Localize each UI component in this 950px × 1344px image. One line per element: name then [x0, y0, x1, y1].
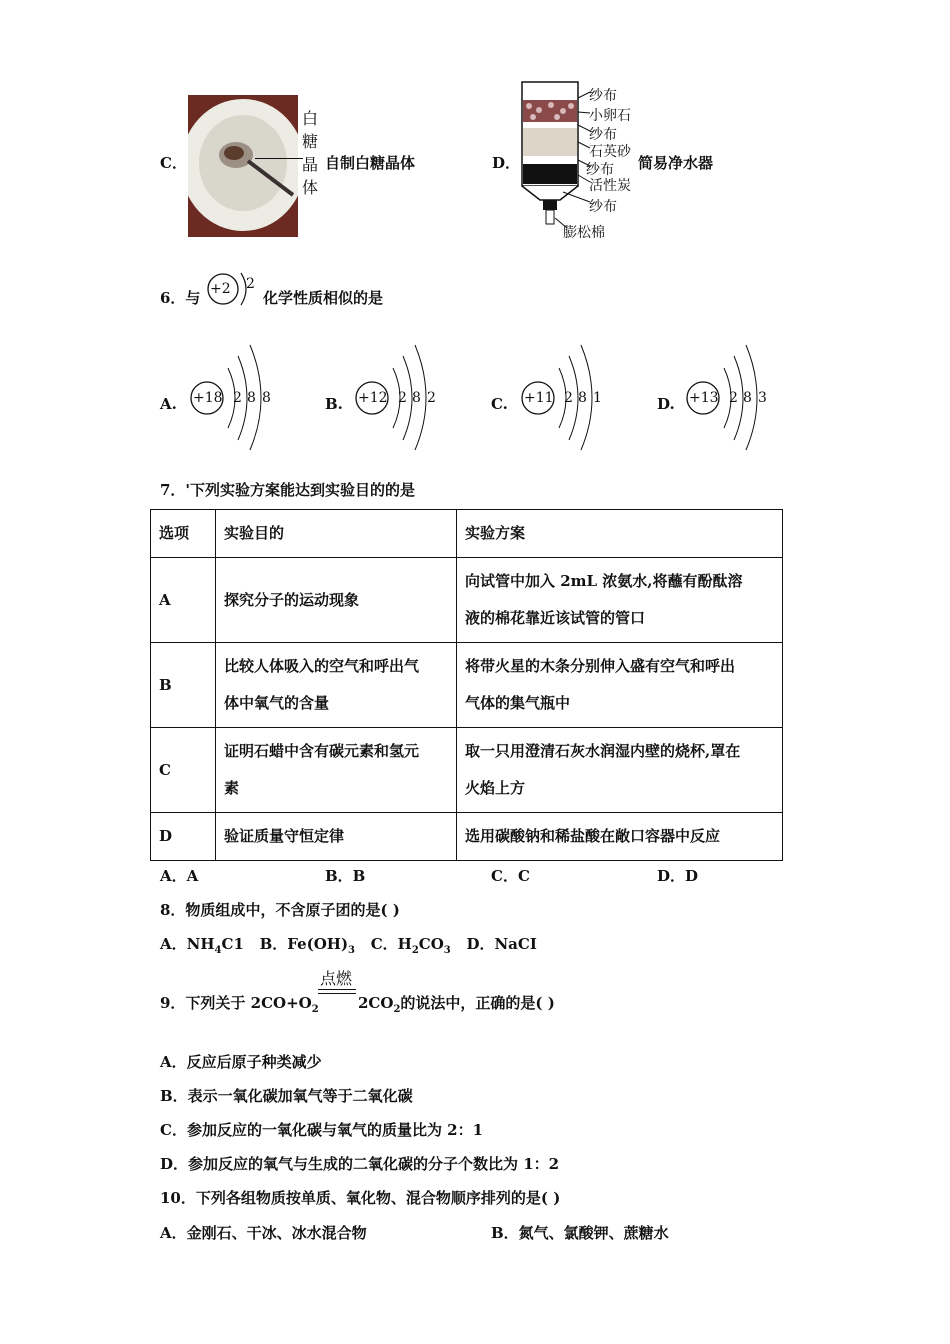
label-char: 体 — [302, 178, 319, 197]
subscript: 2 — [393, 1004, 401, 1015]
table-cell-option: D — [151, 813, 216, 861]
electron-count: 2 — [564, 390, 573, 406]
filter-label: 纱布 — [589, 88, 617, 104]
q10-stem: 10．下列各组物质按单质、氧化物、混合物顺序排列的是( ) — [160, 1189, 561, 1207]
table-header-cell: 实验目的 — [216, 510, 457, 558]
filter-label: 石英砂 — [589, 144, 631, 160]
cell-line: 探究分子的运动现象 — [224, 590, 360, 609]
table-header-cell: 选项 — [151, 510, 216, 558]
label-char: 白 — [302, 109, 319, 128]
cell-line: 素 — [224, 779, 240, 797]
table-row — [151, 728, 783, 813]
label-char: 糖 — [302, 132, 319, 151]
q7-answer: B．B — [325, 867, 366, 885]
cell-line: 比较人体吸入的空气和呼出气 — [224, 657, 420, 675]
option-a-text: A．NH — [160, 935, 215, 953]
electron-count: 3 — [758, 390, 767, 406]
q8-options — [160, 933, 537, 956]
cell-line: 选用碳酸钠和稀盐酸在敞口容器中反应 — [465, 827, 721, 845]
q9-option: D．参加反应的氧气与生成的二氧化碳的分子个数比为 1：2 — [160, 1155, 560, 1173]
q10-option-b: B．氮气、氯酸钾、蔗糖水 — [491, 1224, 669, 1242]
sugar-crystal-photo — [188, 95, 298, 237]
photo-label-line — [255, 158, 303, 159]
q6-option-letter: A. — [160, 395, 177, 413]
equals-sign-top — [318, 989, 356, 990]
equation-text: 9．下列关于 2CO+O — [160, 994, 312, 1012]
table-row — [151, 558, 783, 643]
table-cell-plan — [457, 558, 783, 643]
option-a-text: C1 — [221, 935, 244, 953]
q5-c-letter: C． — [160, 154, 187, 172]
q9-option: A．反应后原子种类减少 — [160, 1053, 322, 1071]
table-cell-option: A — [151, 558, 216, 643]
table-row — [151, 813, 783, 861]
ref-atom-nucleus: +2 — [210, 281, 231, 297]
q9-option: B．表示一氧化碳加氧气等于二氧化碳 — [160, 1087, 413, 1105]
atom-nucleus: +12 — [358, 390, 388, 406]
table-header-cell: 实验方案 — [457, 510, 783, 558]
cell-line: 验证质量守恒定律 — [224, 827, 345, 845]
filter-label: 纱布 — [589, 199, 617, 215]
electron-count: 8 — [412, 390, 421, 406]
cell-line: 向试管中加入 2mL 浓氨水,将蘸有酚酞溶 — [465, 572, 743, 590]
cell-line: 体中氧气的含量 — [224, 694, 330, 712]
q9-equation-right — [358, 992, 555, 1015]
q7-stem: 7．'下列实验方案能达到实验目的的是 — [160, 481, 416, 499]
q7-answer: D．D — [657, 867, 699, 885]
q9-option: C．参加反应的一氧化碳与氧气的质量比为 2：1 — [160, 1121, 484, 1139]
cell-line: 证明石蜡中含有碳元素和氢元 — [224, 742, 420, 760]
subscript: 4 — [214, 945, 222, 956]
table-cell-purpose — [216, 558, 457, 643]
option-c-text: C．H — [370, 935, 412, 953]
equation-text: 2CO — [358, 994, 394, 1012]
q10-option-a: A．金刚石、干冰、冰水混合物 — [160, 1224, 367, 1242]
electron-count: 8 — [247, 390, 256, 406]
q8-stem: 8．物质组成中，不含原子团的是( ) — [160, 901, 400, 919]
q6-option-letter: D. — [657, 395, 675, 413]
option-b-text: B．Fe(OH) — [259, 935, 349, 953]
subscript: 3 — [348, 945, 356, 956]
q6-option-letter: B. — [325, 395, 343, 413]
equation-text: 的说法中，正确的是( ) — [400, 994, 555, 1012]
subscript: 2 — [311, 1004, 319, 1015]
q7-answer: A．A — [160, 867, 199, 885]
equals-sign-bottom — [318, 993, 356, 994]
q6-suffix: 化学性质相似的是 — [263, 289, 384, 307]
q5-d-caption: 简易净水器 — [638, 154, 714, 172]
option-d-text: D．NaCI — [466, 935, 537, 953]
filter-label: 纱布 — [586, 162, 614, 178]
option-c-text: CO — [418, 935, 444, 953]
q6-option-letter: C. — [491, 395, 508, 413]
table-cell-purpose — [216, 643, 457, 728]
reaction-condition: 点燃 — [320, 969, 353, 988]
q6-prefix: 6．与 — [160, 289, 201, 307]
q9-equation-left — [160, 992, 319, 1015]
electron-count: 2 — [233, 390, 242, 406]
table-cell-plan — [457, 728, 783, 813]
cell-line: 将带火星的木条分别伸入盛有空气和呼出 — [465, 657, 736, 675]
electron-count: 1 — [593, 390, 602, 406]
filter-label: 小卵石 — [589, 108, 631, 124]
q5-c-caption: 自制白糖晶体 — [325, 154, 416, 172]
subscript: 2 — [411, 945, 419, 956]
cell-line: 取一只用澄清石灰水润湿内壁的烧杯,罩在 — [465, 742, 741, 760]
photo-label-vertical — [302, 107, 318, 199]
atom-nucleus: +13 — [689, 390, 719, 406]
electron-count: 2 — [427, 390, 436, 406]
cell-line: 火焰上方 — [465, 779, 526, 797]
electron-count: 8 — [743, 390, 752, 406]
subscript: 3 — [443, 945, 451, 956]
filter-label: 活性炭 — [589, 178, 631, 194]
atom-nucleus: +11 — [524, 390, 554, 406]
label-char: 晶 — [302, 155, 319, 174]
electron-count: 2 — [398, 390, 407, 406]
electron-count: 8 — [578, 390, 587, 406]
table-cell-purpose — [216, 728, 457, 813]
ref-atom-shell: 2 — [246, 276, 255, 292]
experiment-table — [150, 509, 783, 861]
table-cell-plan — [457, 643, 783, 728]
q5-d-letter: D． — [492, 154, 521, 172]
atom-nucleus: +18 — [193, 390, 223, 406]
table-cell-option: C — [151, 728, 216, 813]
cell-line: 气体的集气瓶中 — [465, 694, 571, 712]
table-row — [151, 643, 783, 728]
table-cell-option: B — [151, 643, 216, 728]
table-cell-purpose — [216, 813, 457, 861]
electron-count: 2 — [729, 390, 738, 406]
table-cell-plan — [457, 813, 783, 861]
table-header-row — [151, 510, 783, 558]
filter-label: 纱布 — [589, 127, 617, 143]
electron-count: 8 — [262, 390, 271, 406]
filter-label: 膨松棉 — [563, 225, 605, 241]
cell-line: 液的棉花靠近该试管的管口 — [465, 609, 646, 627]
q7-answer: C．C — [491, 867, 530, 885]
